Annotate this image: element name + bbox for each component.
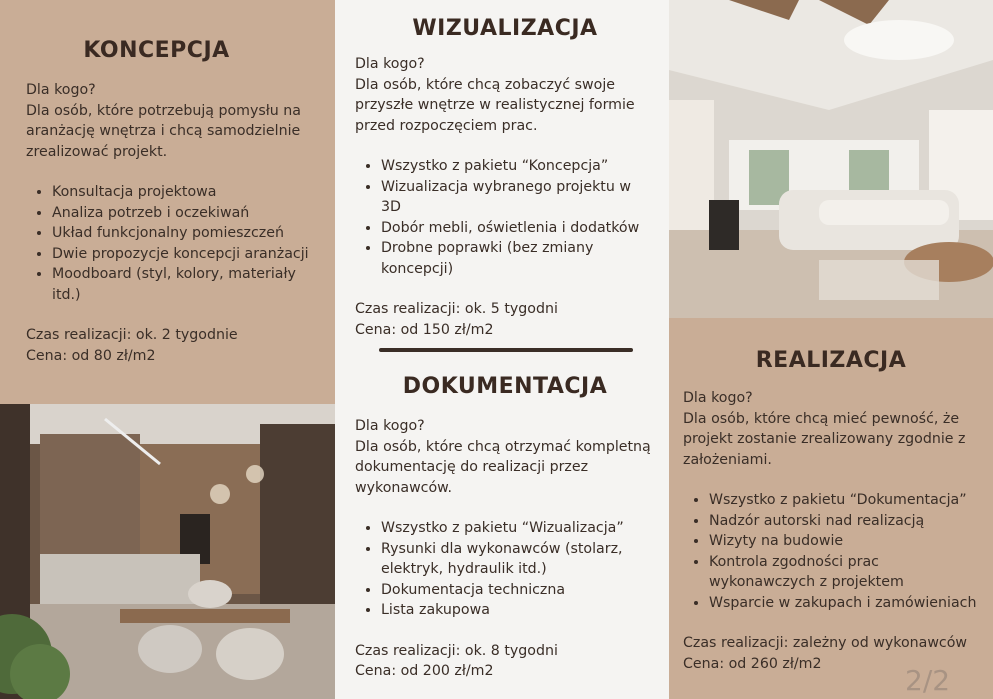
list-item: • Kontrola zgodności prac wykonawczych z projektem bbox=[709, 552, 988, 593]
koncepcja-for-whom-text: Dla osób, które potrzebują pomysłu na aranżację wnętrza i chcą samodzielnie zrealizować projekt. bbox=[26, 102, 301, 160]
list-item: • Wizyty na budowie bbox=[709, 531, 988, 552]
realizacja-panel bbox=[669, 0, 993, 699]
list-item: • Układ funkcjonalny pomieszczeń bbox=[52, 223, 321, 244]
dokumentacja-list bbox=[355, 518, 655, 621]
koncepcja-for-whom-label: Dla kogo? bbox=[26, 82, 96, 98]
list-item: • Konsultacja projektowa bbox=[52, 182, 321, 203]
koncepcja-list bbox=[26, 182, 321, 305]
list-item: • Wizualizacja wybranego projektu w 3D bbox=[381, 177, 655, 218]
dokumentacja-body bbox=[355, 416, 655, 682]
living-room-photo bbox=[669, 0, 993, 318]
dokumentacja-title: DOKUMENTACJA bbox=[402, 374, 608, 399]
wizualizacja-for-whom-label: Dla kogo? bbox=[355, 56, 425, 72]
koncepcja-price: Cena: od 80 zł/m2 bbox=[26, 347, 156, 364]
realizacja-for-whom-text: Dla osób, które chcą mieć pewność, że projekt zostanie zrealizowany zgodnie z założeniami. bbox=[683, 410, 966, 468]
wizualizacja-price: Cena: od 150 zł/m2 bbox=[355, 321, 494, 338]
list-item: • Lista zakupowa bbox=[381, 600, 655, 621]
list-item: • Analiza potrzeb i oczekiwań bbox=[52, 203, 321, 224]
realizacja-list bbox=[683, 490, 988, 613]
list-item: • Wszystko z pakietu “Wizualizacja” bbox=[381, 518, 655, 539]
realizacja-time: Czas realizacji: zależny od wykonawców bbox=[683, 635, 968, 651]
koncepcja-time: Czas realizacji: ok. 2 tygodnie bbox=[26, 327, 238, 343]
realizacja-title: REALIZACJA bbox=[755, 348, 907, 373]
wizualizacja-list bbox=[355, 156, 655, 279]
realizacja-body bbox=[683, 388, 988, 674]
list-item: • Wsparcie w zakupach i zamówieniach bbox=[709, 593, 988, 614]
wizualizacja-title: WIZUALIZACJA bbox=[412, 16, 598, 41]
list-item: • Nadzór autorski nad realizacją bbox=[709, 511, 988, 532]
realizacja-for-whom-label: Dla kogo? bbox=[683, 390, 753, 406]
list-item: • Wszystko z pakietu “Dokumentacja” bbox=[709, 490, 988, 511]
middle-panel bbox=[335, 0, 669, 699]
list-item: • Rysunki dla wykonawców (stolarz, elektryk, hydraulik itd.) bbox=[381, 539, 655, 580]
wizualizacja-body bbox=[355, 54, 655, 340]
list-item: • Dobór mebli, oświetlenia i dodatków bbox=[381, 218, 655, 239]
list-item: • Moodboard (styl, kolory, materiały itd.) bbox=[52, 264, 321, 305]
koncepcja-title: KONCEPCJA bbox=[83, 38, 230, 63]
page-number: 2/2 bbox=[905, 664, 951, 697]
dokumentacja-for-whom-text: Dla osób, które chcą otrzymać kompletną dokumentację do realizacji przez wykonawców. bbox=[355, 438, 651, 496]
dokumentacja-for-whom-label: Dla kogo? bbox=[355, 418, 425, 434]
kitchen-photo bbox=[0, 404, 335, 699]
list-item: • Drobne poprawki (bez zmiany koncepcji) bbox=[381, 238, 655, 279]
koncepcja-panel bbox=[0, 0, 335, 699]
realizacja-price: Cena: od 260 zł/m2 bbox=[683, 655, 822, 672]
section-divider bbox=[379, 348, 633, 352]
list-item: • Dwie propozycje koncepcji aranżacji bbox=[52, 244, 321, 265]
wizualizacja-time: Czas realizacji: ok. 5 tygodni bbox=[355, 301, 558, 317]
list-item: • Wszystko z pakietu “Koncepcja” bbox=[381, 156, 655, 177]
koncepcja-body bbox=[26, 80, 321, 366]
dokumentacja-time: Czas realizacji: ok. 8 tygodni bbox=[355, 642, 558, 659]
list-item: • Dokumentacja techniczna bbox=[381, 580, 655, 601]
wizualizacja-for-whom-text: Dla osób, które chcą zobaczyć swoje przyszłe wnętrze w realistycznej formie przed rozpoczęciem prac. bbox=[355, 76, 635, 134]
dokumentacja-price: Cena: od 200 zł/m2 bbox=[355, 663, 494, 679]
